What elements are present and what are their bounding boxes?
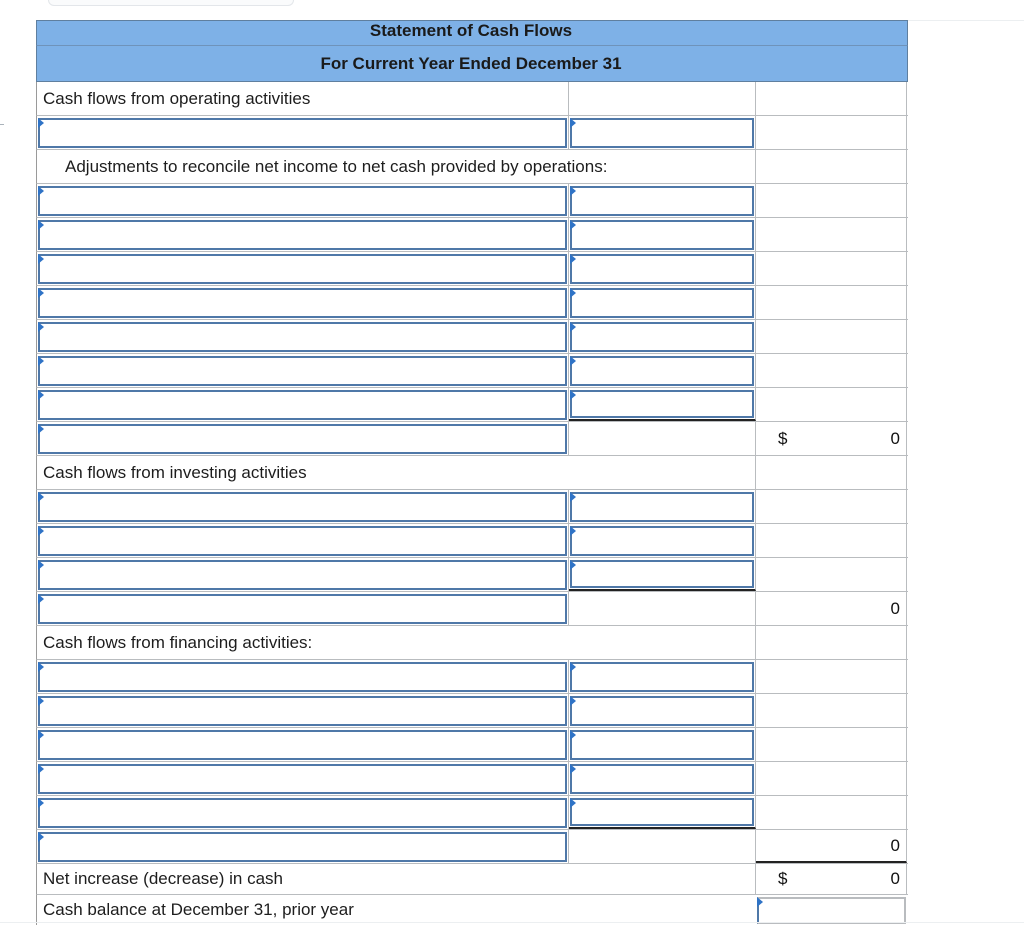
adjustment-amount-input[interactable] xyxy=(570,220,754,250)
operating-net-income-label-input[interactable] xyxy=(38,118,567,148)
operating-total-label-input[interactable] xyxy=(38,424,567,454)
adjustment-label-input[interactable] xyxy=(38,390,567,420)
adjustment-label-input[interactable] xyxy=(38,356,567,386)
adjustment-label-input[interactable] xyxy=(38,288,567,318)
financing-label-input[interactable] xyxy=(38,764,567,794)
financing-row xyxy=(36,796,908,830)
margin-tick xyxy=(0,124,4,125)
investing-amount-input[interactable] xyxy=(570,492,754,522)
financing-row xyxy=(36,660,908,694)
statement-period: For Current Year Ended December 31 xyxy=(36,45,908,82)
financing-amount-input[interactable] xyxy=(570,696,754,726)
beginning-balance-input[interactable] xyxy=(757,897,906,924)
net-change-row xyxy=(36,864,908,895)
adjustment-row xyxy=(36,388,908,422)
financing-row xyxy=(36,762,908,796)
adjustment-label-input[interactable] xyxy=(38,322,567,352)
financing-label-input[interactable] xyxy=(38,798,567,828)
header-rule xyxy=(908,20,1024,21)
adjustment-row xyxy=(36,218,908,252)
financing-amount-input[interactable] xyxy=(570,764,754,794)
cash-flow-worksheet xyxy=(36,20,908,925)
adjustment-amount-input[interactable] xyxy=(570,356,754,386)
investing-row xyxy=(36,524,908,558)
net-change-currency: $ xyxy=(778,869,788,888)
investing-amount-input[interactable] xyxy=(570,560,754,588)
adjustment-label-input[interactable] xyxy=(38,220,567,250)
investing-label-input[interactable] xyxy=(38,492,567,522)
operating-heading-row xyxy=(36,82,908,116)
investing-amount-input[interactable] xyxy=(570,526,754,556)
top-tab-edge xyxy=(48,0,294,6)
adjustment-row xyxy=(36,320,908,354)
adjustment-amount-input[interactable] xyxy=(570,390,754,418)
investing-heading-row xyxy=(36,456,908,490)
operating-heading: Cash flows from operating activities xyxy=(43,88,311,108)
statement-title: Statement of Cash Flows xyxy=(36,20,908,45)
beginning-balance-label: Cash balance at December 31, prior year xyxy=(43,900,354,919)
financing-row xyxy=(36,728,908,762)
investing-total-row xyxy=(36,592,908,626)
investing-label-input[interactable] xyxy=(38,560,567,590)
net-change-value: 0 xyxy=(890,869,900,888)
financing-label-input[interactable] xyxy=(38,696,567,726)
financing-amount-input[interactable] xyxy=(570,798,754,826)
operating-total-currency: $ xyxy=(778,428,788,448)
financing-total-row xyxy=(36,830,908,864)
adjustment-amount-input[interactable] xyxy=(570,322,754,352)
financing-total-value: 0 xyxy=(890,835,900,855)
investing-total-value: 0 xyxy=(890,598,900,618)
financing-row xyxy=(36,694,908,728)
adjustment-row xyxy=(36,252,908,286)
investing-row xyxy=(36,490,908,524)
financing-heading: Cash flows from financing activities: xyxy=(43,632,313,652)
financing-amount-input[interactable] xyxy=(570,662,754,692)
adjustment-amount-input[interactable] xyxy=(570,254,754,284)
bottom-rule xyxy=(0,922,1024,923)
adjustment-label-input[interactable] xyxy=(38,254,567,284)
adjustment-row xyxy=(36,184,908,218)
adjustment-amount-input[interactable] xyxy=(570,186,754,216)
operating-total-value: 0 xyxy=(890,428,900,448)
investing-heading: Cash flows from investing activities xyxy=(43,462,307,482)
operating-net-income-amount-input[interactable] xyxy=(570,118,754,148)
investing-label-input[interactable] xyxy=(38,526,567,556)
adjustments-label-row xyxy=(36,150,908,184)
adjustment-row xyxy=(36,286,908,320)
adjustment-amount-input[interactable] xyxy=(570,288,754,318)
adjustments-label: Adjustments to reconcile net income to net cash provided by operations: xyxy=(65,156,608,176)
financing-label-input[interactable] xyxy=(38,730,567,760)
financing-heading-row xyxy=(36,626,908,660)
financing-amount-input[interactable] xyxy=(570,730,754,760)
adjustment-row xyxy=(36,354,908,388)
financing-total-label-input[interactable] xyxy=(38,832,567,862)
beginning-balance-row xyxy=(36,895,908,925)
adjustment-label-input[interactable] xyxy=(38,186,567,216)
operating-total-row xyxy=(36,422,908,456)
investing-total-label-input[interactable] xyxy=(38,594,567,624)
net-change-label: Net increase (decrease) in cash xyxy=(43,869,284,888)
investing-row xyxy=(36,558,908,592)
operating-net-income-row xyxy=(36,116,908,150)
financing-label-input[interactable] xyxy=(38,662,567,692)
